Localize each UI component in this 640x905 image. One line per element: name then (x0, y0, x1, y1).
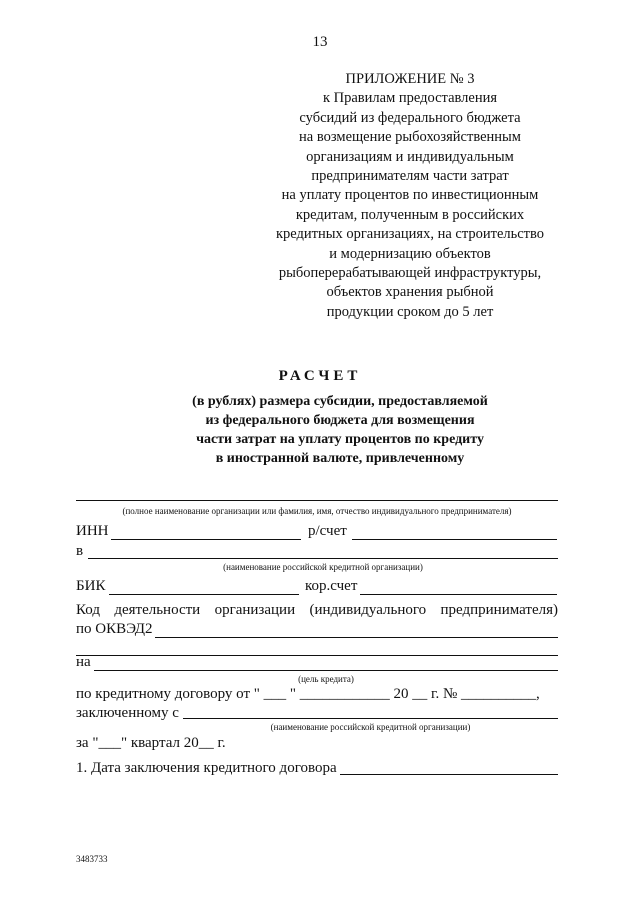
bank-prefix: в (76, 543, 84, 559)
okved-field[interactable] (155, 637, 558, 638)
activity-word: Код (76, 602, 100, 618)
purpose-caption: (цель кредита) (298, 674, 354, 684)
appendix-line: предпринимателям части затрат (311, 168, 509, 185)
item-1-label: 1. Дата заключения кредитного договора (76, 760, 337, 776)
subtitle-line: (в рублях) размера субсидии, предоставляемой (192, 394, 488, 409)
quarter-line: за "___" квартал 20__ г. (76, 735, 226, 751)
inn-label: ИНН (76, 523, 109, 539)
appendix-line: продукции сроком до 5 лет (326, 303, 494, 320)
subtitle-line: части затрат на уплату процентов по кредиту (196, 432, 484, 447)
appendix-line: кредитных организациях, на строительство (275, 226, 545, 243)
activity-code-label (76, 602, 558, 619)
appendix-line: на возмещение рыбохозяйственным (299, 129, 521, 146)
activity-word: организации (214, 602, 296, 618)
concluded-label: заключенному с (76, 705, 179, 721)
appendix-line: организациям и индивидуальным (306, 148, 514, 165)
org-name-caption: (полное наименование организации или фамилия, имя, отчество индивидуального предпринимателя) (122, 506, 512, 516)
inn-field[interactable] (111, 539, 301, 540)
purpose-field[interactable] (94, 670, 558, 671)
account-field[interactable] (352, 539, 557, 540)
document-subtitle (60, 392, 620, 468)
activity-word: предпринимателя) (440, 602, 558, 618)
contract-date-field[interactable] (340, 774, 558, 775)
appendix-line: и модернизацию объектов (329, 245, 491, 262)
appendix-line: кредитам, полученным в российских (295, 206, 525, 223)
org-name-field[interactable] (76, 500, 558, 501)
document-title: РАСЧЕТ (278, 368, 362, 384)
corr-account-field[interactable] (360, 594, 557, 595)
appendix-title: ПРИЛОЖЕНИЕ № 3 (345, 71, 475, 87)
bik-field[interactable] (109, 594, 299, 595)
appendix-block (240, 70, 580, 322)
okved-extra-line[interactable] (76, 655, 558, 656)
activity-word: деятельности (114, 602, 201, 618)
concluded-caption: (наименование российской кредитной организации) (270, 722, 471, 732)
account-label: р/счет (308, 523, 347, 539)
page-number: 13 (312, 34, 328, 50)
bik-label: БИК (76, 578, 106, 594)
appendix-line: объектов хранения рыбной (326, 284, 494, 301)
contract-line: по кредитному договору от " ___ " ____________ 20 __ г. № __________, (76, 686, 540, 702)
purpose-prefix: на (76, 654, 91, 670)
document-code: 3483733 (76, 854, 108, 864)
corr-account-label: кор.счет (305, 578, 358, 594)
subtitle-line: из федерального бюджета для возмещения (205, 413, 475, 428)
appendix-line: к Правилам предоставления (322, 90, 498, 107)
bank-name-caption: (наименование российской кредитной организации) (223, 562, 423, 572)
appendix-line: на уплату процентов по инвестиционным (281, 187, 539, 204)
bank-name-field[interactable] (88, 558, 558, 559)
subtitle-line: в иностранной валюте, привлеченному (215, 451, 465, 466)
appendix-line: субсидий из федерального бюджета (299, 109, 521, 126)
concluded-with-field[interactable] (183, 718, 558, 719)
activity-word: (индивидуального (309, 602, 427, 618)
okved-label: по ОКВЭД2 (76, 621, 153, 637)
appendix-line: рыбоперерабатывающей инфраструктуры, (278, 265, 542, 282)
